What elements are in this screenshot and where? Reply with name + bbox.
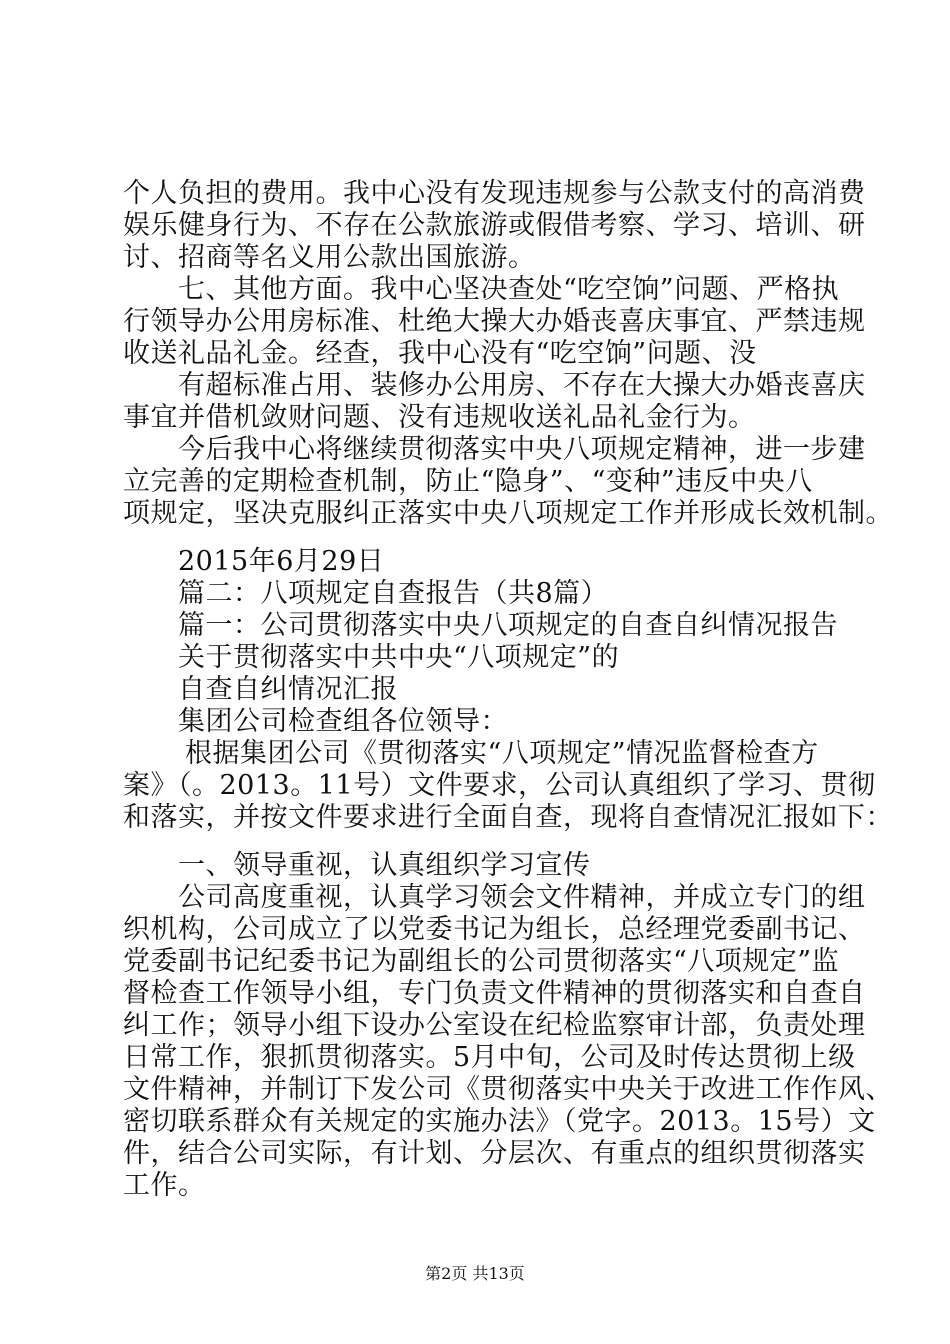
section-heading: 篇二：八项规定自查报告（共8篇） — [178, 578, 609, 609]
paragraph-line: 案》（。2013。11号）文件要求，公司认真组织了学习、贯彻 — [123, 770, 876, 801]
report-title: 关于贯彻落实中共中央“八项规定”的 — [178, 642, 620, 673]
paragraph-line: 密切联系群众有关规定的实施办法》（党字。2013。15号）文 — [123, 1106, 876, 1137]
paragraph-line: 个人负担的费用。我中心没有发现违规参与公款支付的高消费 — [123, 178, 866, 209]
paragraph-line: 督检查工作领导小组，专门负责文件精神的贯彻落实和自查自 — [123, 978, 866, 1009]
paragraph-line: 立完善的定期检查机制，防止“隐身”、“变种”违反中央八 — [123, 466, 813, 497]
paragraph-line: 纠工作；领导小组下设办公室设在纪检监察审计部，负责处理 — [123, 1010, 866, 1041]
paragraph-line: 今后我中心将继续贯彻落实中央八项规定精神，进一步建 — [178, 434, 866, 465]
paragraph-line: 讨、招商等名义用公款出国旅游。 — [123, 242, 536, 273]
paragraph-line: 和落实，并按文件要求进行全面自查，现将自查情况汇报如下： — [123, 802, 893, 833]
paragraph-line: 收送礼品礼金。经查，我中心没有“吃空饷”问题、没 — [123, 338, 757, 369]
paragraph-line: 娱乐健身行为、不存在公款旅游或假借考察、学习、培训、研 — [123, 210, 866, 241]
paragraph-line: 公司高度重视，认真学习领会文件精神，并成立专门的组 — [178, 882, 866, 913]
date-line: 2015年6月29日 — [178, 546, 385, 577]
paragraph-line: 有超标准占用、装修办公用房、不存在大操大办婚丧喜庆 — [178, 370, 866, 401]
report-title: 自查自纠情况汇报 — [178, 674, 398, 705]
paragraph-line: 项规定，坚决克服纠正落实中央八项规定工作并形成长效机制。 — [123, 498, 893, 529]
section-heading: 篇一：公司贯彻落实中央八项规定的自查自纠情况报告 — [178, 610, 838, 641]
paragraph-line: 事宜并借机敛财问题、没有违规收送礼品礼金行为。 — [123, 402, 756, 433]
paragraph-line: 文件精神，并制订下发公司《贯彻落实中央关于改进工作作风、 — [123, 1074, 893, 1105]
section-heading: 一、领导重视，认真组织学习宣传 — [178, 850, 591, 881]
paragraph-line: 工作。 — [123, 1170, 206, 1201]
paragraph-line: 行领导办公用房标准、杜绝大操大办婚丧喜庆事宜、严禁违规 — [123, 306, 866, 337]
paragraph-line: 日常工作，狠抓贯彻落实。5月中旬，公司及时传达贯彻上级 — [123, 1042, 856, 1073]
salutation: 集团公司检查组各位领导： — [178, 706, 508, 737]
paragraph-line: 织机构，公司成立了以党委书记为组长，总经理党委副书记、 — [123, 914, 866, 945]
paragraph-line: 党委副书记纪委书记为副组长的公司贯彻落实“八项规定”监 — [123, 946, 840, 977]
paragraph-line: 件，结合公司实际，有计划、分层次、有重点的组织贯彻落实 — [123, 1138, 866, 1169]
page-number-footer: 第2页 共13页 — [425, 1264, 525, 1283]
paragraph-line: 七、其他方面。我中心坚决查处“吃空饷”问题、严格执 — [178, 274, 840, 305]
paragraph-line: 根据集团公司《贯彻落实“八项规定”情况监督检查方 — [185, 738, 819, 769]
